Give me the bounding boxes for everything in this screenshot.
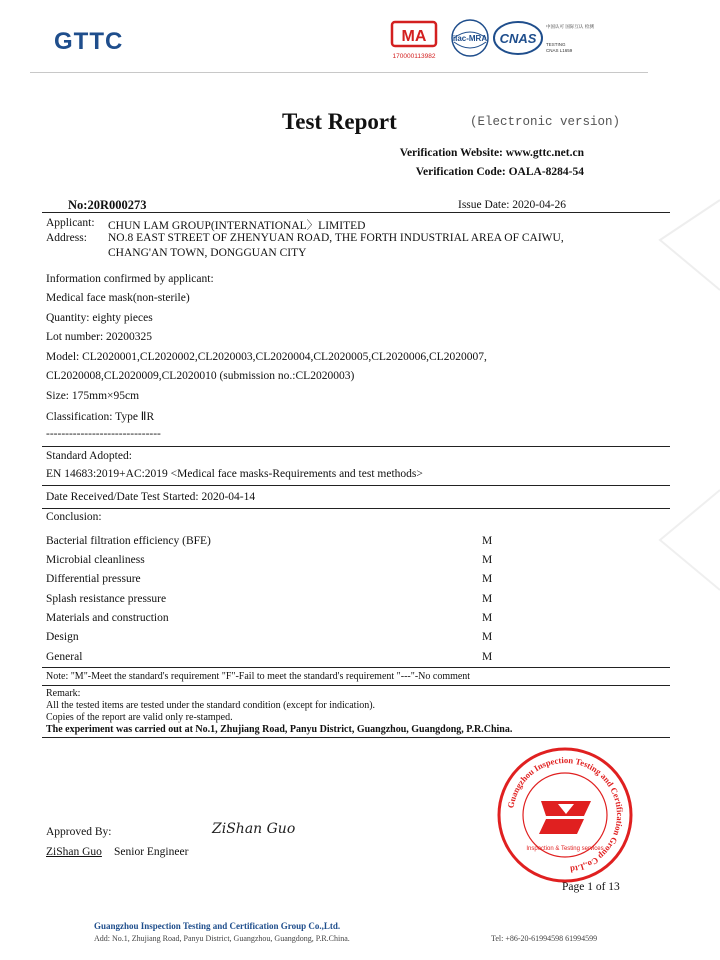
standard-label: Standard Adopted: — [46, 450, 132, 462]
footer-telephone: Tel: +86-20-61994598 61994599 — [491, 934, 598, 943]
company-logo: GTTC — [54, 28, 124, 55]
svg-text:MA: MA — [401, 28, 427, 45]
divider — [42, 508, 670, 509]
background-decoration — [640, 480, 720, 600]
header-divider — [30, 72, 648, 73]
footer-company: Guangzhou Inspection Testing and Certification Group Co.,Ltd. — [94, 921, 341, 931]
conclusion-result: M — [482, 612, 493, 624]
remark-label: Remark: — [46, 688, 81, 699]
ilac-text: ilac-MRA — [452, 34, 488, 43]
verification-website: Verification Website: www.gttc.net.cn — [399, 147, 584, 159]
conclusion-item: Microbial cleanliness — [46, 554, 145, 566]
conclusion-item: General — [46, 651, 83, 663]
classification: Classification: Type ⅡR — [46, 411, 155, 423]
ilac-logo — [452, 20, 488, 56]
approver-name: ZiShan Guo — [46, 846, 102, 858]
applicant-label: Applicant: — [46, 217, 95, 229]
conclusion-result: M — [482, 593, 493, 605]
page-subtitle: (Electronic version) — [470, 115, 621, 129]
remark-line-2: Copies of the report are valid only re-stamped. — [46, 712, 233, 723]
approved-by-label: Approved By: — [46, 826, 112, 838]
remark-line-1: All the tested items are tested under the standard condition (except for indication). — [46, 700, 376, 711]
date-received: Date Received/Date Test Started: 2020-04-14 — [46, 491, 256, 503]
results-note: Note: "M"-Meet the standard's requirement "F"-Fail to meet the standard's requirement "---"-No comment — [46, 671, 471, 682]
signature: ZiShan Guo — [212, 821, 296, 837]
applicant-value: CHUN LAM GROUP(INTERNATIONAL〉LIMITED — [108, 220, 366, 232]
issue-date: Issue Date: 2020-04-26 — [458, 199, 566, 211]
info-confirmed: Information confirmed by applicant: — [46, 273, 214, 285]
address-line-1: NO.8 EAST STREET OF ZHENYUAN ROAD, THE FORTH INDUSTRIAL AREA OF CAIWU, — [108, 232, 564, 244]
report-number: No:20R000273 — [68, 198, 147, 212]
cnas-sub-1: TESTING — [546, 42, 566, 47]
conclusion-item: Differential pressure — [46, 573, 141, 585]
address-line-2: CHANG'AN TOWN, DONGGUAN CITY — [108, 247, 307, 259]
footer-address: Add: No.1, Zhujiang Road, Panyu District, Guangzhou, Guangdong, P.R.China. — [94, 934, 350, 943]
certification-logos — [388, 16, 598, 64]
approver-title: Senior Engineer — [114, 846, 189, 858]
cnas-sub-2: CNAS L1659 — [546, 48, 573, 53]
verification-code: Verification Code: OALA-8284-54 — [415, 166, 584, 178]
divider — [42, 667, 670, 668]
conclusion-item: Bacterial filtration efficiency (BFE) — [46, 535, 211, 547]
divider — [42, 485, 670, 486]
stamp-emblem — [539, 801, 591, 834]
cnas-text: CNAS — [499, 31, 537, 46]
stamp-ring-text: Guangzhou Inspection Testing and Certification Group Co.,Ltd — [505, 754, 626, 875]
separator-dashes: ------------------------------ — [46, 428, 161, 440]
divider — [42, 737, 670, 738]
conclusion-item: Materials and construction — [46, 612, 169, 624]
product-name: Medical face mask(non-sterile) — [46, 292, 190, 304]
conclusion-result: M — [482, 631, 493, 643]
conclusion-result: M — [482, 651, 493, 663]
conclusion-result: M — [482, 535, 493, 547]
model-line-1: Model: CL2020001,CL2020002,CL2020003,CL2020004,CL2020005,CL2020006,CL2020007, — [46, 351, 487, 363]
cnas-cn: 中国认可 国际互认 检测 — [546, 25, 594, 30]
remark-line-3: The experiment was carried out at No.1, Zhujiang Road, Panyu District, Guangzhou, Guangdong, P.R.China. — [46, 724, 513, 735]
address-label: Address: — [46, 232, 87, 244]
official-seal-stamp — [496, 746, 634, 884]
standard-value: EN 14683:2019+AC:2019 <Medical face masks-Requirements and test methods> — [46, 468, 423, 480]
model-line-2: CL2020008,CL2020009,CL2020010 (submission no.:CL2020003) — [46, 370, 355, 382]
cnas-logo — [494, 22, 594, 54]
conclusion-item: Design — [46, 631, 79, 643]
divider — [42, 212, 670, 213]
divider — [42, 446, 670, 447]
conclusion-result: M — [482, 554, 493, 566]
background-decoration — [600, 180, 720, 300]
stamp-inner-text: Inspection & Testing services — [526, 846, 604, 852]
quantity: Quantity: eighty pieces — [46, 312, 153, 324]
page-title: Test Report — [282, 109, 397, 134]
conclusion-label: Conclusion: — [46, 511, 102, 523]
conclusion-result: M — [482, 573, 493, 585]
page-number: Page 1 of 13 — [562, 881, 620, 893]
divider — [42, 685, 670, 686]
cma-logo — [392, 22, 436, 60]
cma-number: 170000113982 — [392, 53, 436, 60]
lot-number: Lot number: 20200325 — [46, 331, 153, 343]
size: Size: 175mm×95cm — [46, 390, 140, 402]
conclusion-item: Splash resistance pressure — [46, 593, 167, 605]
